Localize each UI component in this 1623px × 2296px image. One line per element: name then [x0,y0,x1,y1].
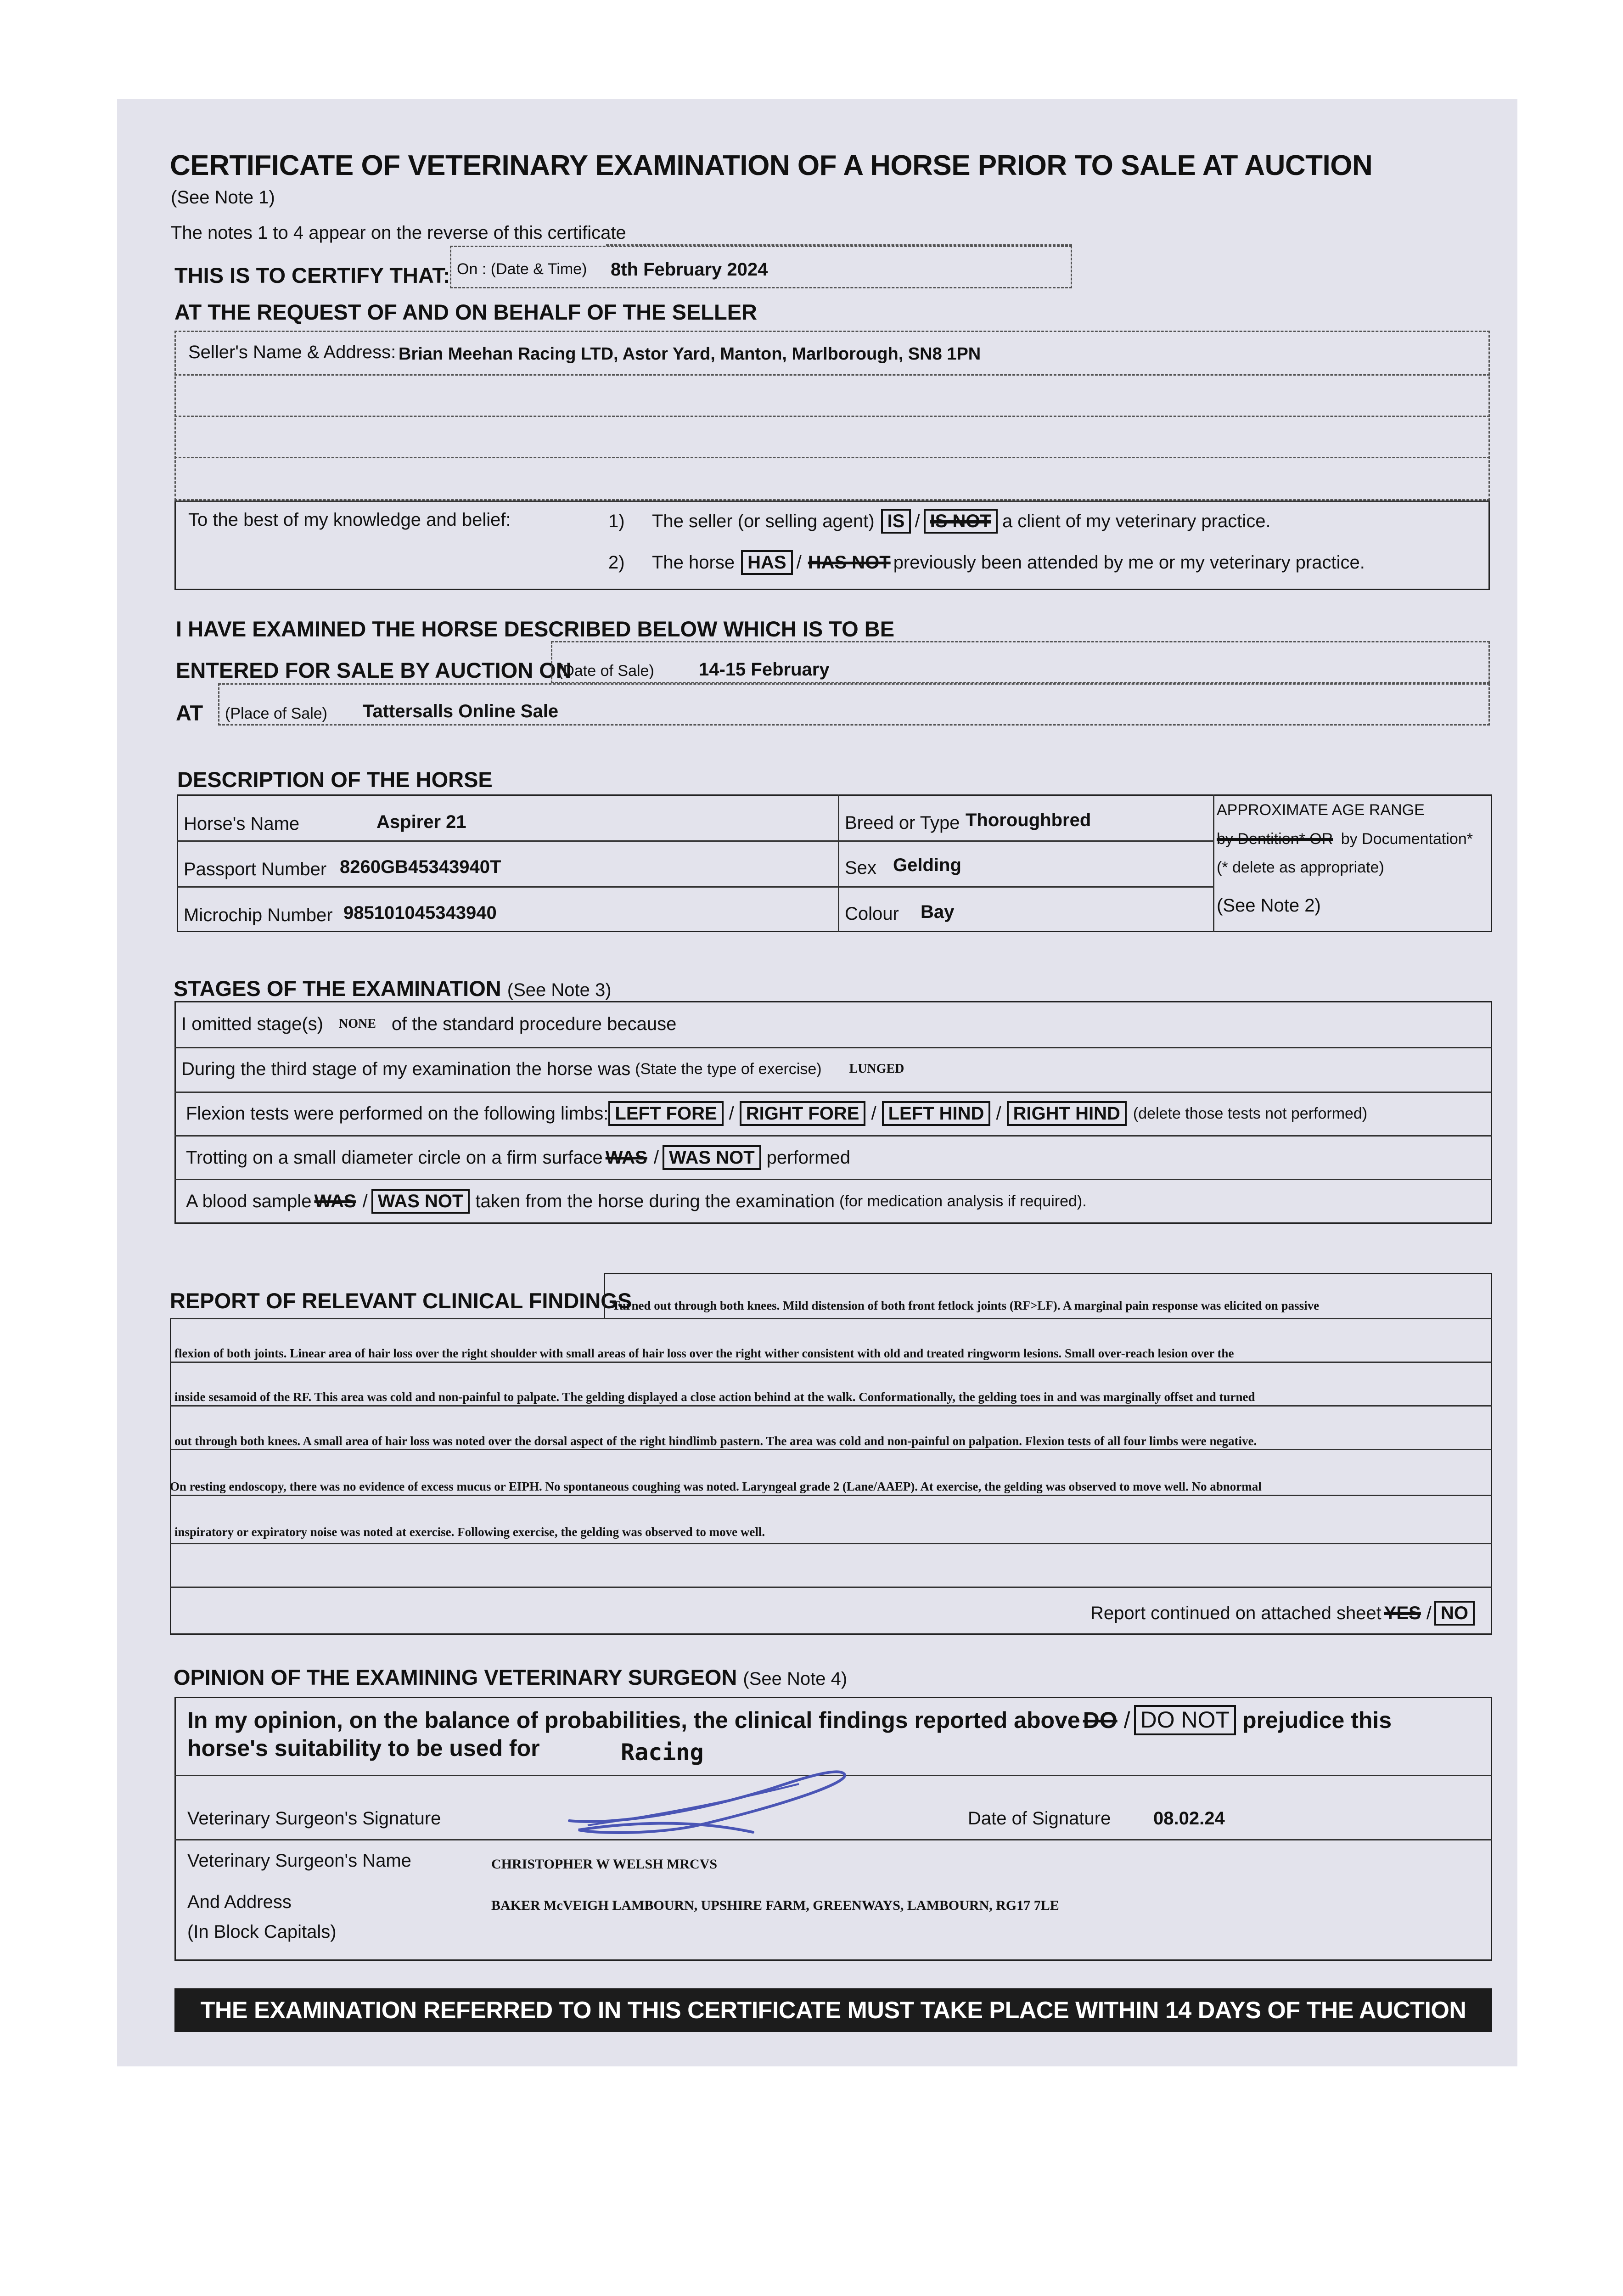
age-delete-note: (* delete as appropriate) [1217,859,1384,876]
option-is-not-struck[interactable]: IS NOT [924,509,998,534]
colour-value: Bay [921,902,955,922]
examined-line-2: ENTERED FOR SALE BY AUCTION ON [176,658,572,682]
address-label-2: (In Block Capitals) [187,1922,337,1942]
horse-name-value: Aspirer 21 [376,812,466,832]
certify-label: THIS IS TO CERTIFY THAT: [174,263,450,287]
sex-value: Gelding [893,855,961,875]
report-line-3: inside sesamoid of the RF. This area was cold and non-painful to palpate. The gelding displayed a close action behind at the walk. Conformationally, the gelding toes in and was marginally offset and turned [174,1390,1255,1404]
third-stage-value: LUNGED [849,1062,904,1076]
purpose-value: Racing [621,1739,704,1766]
blood-was-not[interactable]: WAS NOT [371,1189,470,1214]
sale-date-field[interactable] [551,641,1490,683]
option-has-not-struck[interactable]: HAS NOT [808,552,891,573]
knowledge-label: To the best of my knowledge and belief: [188,510,511,530]
continued-no[interactable]: NO [1434,1601,1475,1626]
examined-line-1: I HAVE EXAMINED THE HORSE DESCRIBED BELOW WHICH IS TO BE [176,617,895,641]
knowledge-item-2: 2) The horse HAS / HAS NOT previously been attended by me or my veterinary practice. [608,546,1365,579]
option-is[interactable]: IS [881,509,911,534]
date-time-label: On : (Date & Time) [457,260,587,278]
date-of-signature-value: 08.02.24 [1153,1808,1225,1829]
blood-was-struck[interactable]: WAS [314,1191,356,1211]
report-heading: REPORT OF RELEVANT CLINICAL FINDINGS [170,1289,632,1313]
microchip-value: 985101045343940 [343,903,497,923]
request-label: AT THE REQUEST OF AND ON BEHALF OF THE SELLER [174,300,757,324]
age-heading: APPROXIMATE AGE RANGE [1217,801,1425,819]
sale-place-value: Tattersalls Online Sale [363,701,559,721]
limb-left-fore[interactable]: LEFT FORE [608,1101,723,1126]
opinion-do-struck[interactable]: DO [1083,1707,1118,1733]
see-note-1: (See Note 1) [171,187,275,208]
date-of-signature-label: Date of Signature [968,1808,1111,1829]
stage-blood: A blood sample WAS / WAS NOT taken from the horse during the examination (for medication analysis if required). [186,1185,1087,1218]
seller-label: Seller's Name & Address: [188,342,396,362]
trot-was-not[interactable]: WAS NOT [663,1145,761,1170]
age-see-note: (See Note 2) [1217,895,1321,916]
opinion-do-not[interactable]: DO NOT [1134,1705,1236,1735]
report-line-6: inspiratory or expiratory noise was noted at exercise. Following exercise, the gelding was observed to move well. [174,1525,765,1539]
signature-scribble [560,1756,859,1839]
microchip-label: Microchip Number [184,905,333,925]
address-label: And Address [187,1892,292,1912]
report-line-4: out through both knees. A small area of hair loss was noted over the dorsal aspect of the right hindlimb pastern. The area was cold and non-painful on palpation. Flexion tests of all four limbs were negative. [174,1434,1257,1448]
sex-label: Sex [845,858,876,878]
surgeon-name-label: Veterinary Surgeon's Name [187,1851,411,1871]
sale-date-value: 14-15 February [699,659,830,680]
limb-right-hind[interactable]: RIGHT HIND [1007,1101,1127,1126]
stage-third: During the third stage of my examination the horse was (State the type of exercise) LUNGED [181,1058,904,1079]
colour-label: Colour [845,904,899,924]
surgeon-name-value: CHRISTOPHER W WELSH MRCVS [491,1857,718,1872]
breed-value: Thoroughbred [966,810,1091,830]
notes-line: The notes 1 to 4 appear on the reverse of this certificate [171,223,626,243]
stages-heading: STAGES OF THE EXAMINATION (See Note 3) [174,976,612,1001]
sale-place-label: (Place of Sale) [225,705,327,722]
stage-trot: Trotting on a small diameter circle on a firm surface WAS / WAS NOT performed [186,1141,850,1174]
horse-name-label: Horse's Name [184,814,300,834]
footer-banner: THE EXAMINATION REFERRED TO IN THIS CERTIFICATE MUST TAKE PLACE WITHIN 14 DAYS OF THE AUCTION [174,1988,1492,2032]
passport-label: Passport Number [184,859,327,879]
date-time-value: 8th February 2024 [611,259,768,280]
signature-label: Veterinary Surgeon's Signature [187,1808,441,1829]
opinion-line-1: In my opinion, on the balance of probabilities, the clinical findings reported above DO / DO NOT prejudice this [187,1705,1392,1736]
seller-value: Brian Meehan Racing LTD, Astor Yard, Manton, Marlborough, SN8 1PN [399,344,981,364]
report-continued: Report continued on attached sheet YES / NO [1090,1597,1475,1629]
omitted-value: NONE [339,1017,376,1031]
knowledge-item-1: 1) The seller (or selling agent) IS / IS NOT a client of my veterinary practice. [608,505,1271,537]
limb-right-fore[interactable]: RIGHT FORE [740,1101,866,1126]
continued-yes-struck[interactable]: YES [1384,1603,1421,1623]
stage-omitted: I omitted stage(s) NONE of the standard procedure because [181,1013,677,1034]
report-line-1: Turned out through both knees. Mild distension of both front fetlock joints (RF>LF). A marginal pain response was elicited on passive [612,1299,1320,1312]
age-range: by Dentition* OR by Documentation* [1217,830,1473,848]
at-label: AT [176,701,203,725]
option-has[interactable]: HAS [741,550,792,575]
limb-left-hind[interactable]: LEFT HIND [882,1101,991,1126]
report-line-2: flexion of both joints. Linear area of hair loss over the right shoulder with small areas of hair loss over the right wither consistent with old and treated ringworm lesions. Small over-reach lesion over the [174,1346,1234,1360]
stage-flexion: Flexion tests were performed on the following limbs: LEFT FORE / RIGHT FORE / LEFT HIND / RIGHT HIND (delete those tests not performed) [186,1097,1367,1130]
opinion-line-2: horse's suitability to be used for [187,1735,540,1761]
address-value: BAKER McVEIGH LAMBOURN, UPSHIRE FARM, GREENWAYS, LAMBOURN, RG17 7LE [491,1898,1059,1913]
description-heading: DESCRIPTION OF THE HORSE [177,767,493,792]
sale-date-label: (Date of Sale) [558,662,654,680]
breed-label: Breed or Type [845,813,960,833]
report-line-5: On resting endoscopy, there was no evidence of excess mucus or EIPH. No spontaneous coughing was noted. Laryngeal grade 2 (Lane/AAEP). At exercise, the gelding was observed to move well. No abnormal [170,1480,1262,1493]
page-title: CERTIFICATE OF VETERINARY EXAMINATION OF A HORSE PRIOR TO SALE AT AUCTION [170,150,1373,181]
passport-value: 8260GB45343940T [340,857,501,877]
trot-was-struck[interactable]: WAS [605,1147,647,1168]
opinion-heading: OPINION OF THE EXAMINING VETERINARY SURGEON (See Note 4) [174,1665,848,1689]
